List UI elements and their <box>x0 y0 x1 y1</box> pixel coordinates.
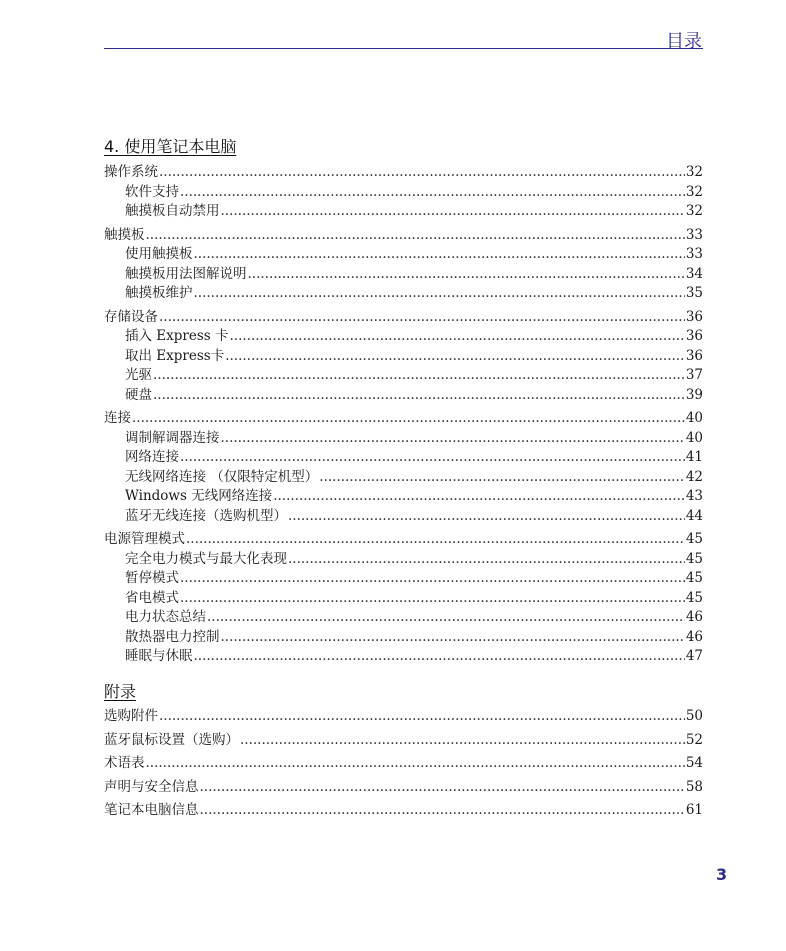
appendix-title: 附录 <box>104 682 137 701</box>
toc-entry[interactable]: 蓝牙鼠标设置（选购） ..... 52 <box>104 729 703 753</box>
toc-subentry[interactable]: 插入 Express 卡 ..... 36 <box>104 327 703 347</box>
toc-subentry[interactable]: 蓝牙无线连接（选购机型） ..... 44 <box>104 507 703 527</box>
toc-entry[interactable]: 笔记本电脑信息 ..... 61 <box>104 799 703 823</box>
toc-subentry[interactable]: 取出 Express卡 ..... 36 <box>104 347 703 367</box>
toc-subentry[interactable]: 硬盘 ..... 39 <box>104 386 703 406</box>
toc-subentry[interactable]: 暂停模式 ..... 45 <box>104 569 703 589</box>
toc-entry[interactable]: 触摸板 ..... 33 <box>104 226 703 246</box>
toc-subentry[interactable]: 触摸板用法图解说明 ..... 34 <box>104 265 703 285</box>
toc-entry[interactable]: 术语表 ..... 54 <box>104 752 703 776</box>
toc-subentry[interactable]: 省电模式 ..... 45 <box>104 589 703 609</box>
toc-subentry[interactable]: 触摸板自动禁用 ..... 32 <box>104 202 703 222</box>
toc-subentry[interactable]: Windows 无线网络连接 ..... 43 <box>104 487 703 507</box>
toc-entry[interactable]: 存储设备 ..... 36 <box>104 308 703 328</box>
toc-subentry[interactable]: 软件支持 ..... 32 <box>104 183 703 203</box>
toc-subentry[interactable]: 调制解调器连接 ..... 40 <box>104 429 703 449</box>
toc-subentry[interactable]: 网络连接 ..... 41 <box>104 448 703 468</box>
page-number: 3 <box>716 865 728 884</box>
appendix-toc <box>104 705 703 823</box>
toc-subentry[interactable]: 使用触摸板 ..... 33 <box>104 245 703 265</box>
toc-entry[interactable]: 声明与安全信息 ..... 58 <box>104 776 703 800</box>
chapter-title: 4. 使用笔记本电脑 <box>104 137 237 156</box>
toc-subentry[interactable]: 完全电力模式与最大化表现 ..... 45 <box>104 550 703 570</box>
toc-subentry[interactable]: 睡眠与休眠 ..... 47 <box>104 647 703 667</box>
toc-entry[interactable]: 操作系统 ..... 32 <box>104 163 703 183</box>
chapter-toc <box>104 163 703 667</box>
toc-subentry[interactable]: 无线网络连接 （仅限特定机型） ..... 42 <box>104 468 703 488</box>
header-divider <box>104 48 703 49</box>
toc-subentry[interactable]: 散热器电力控制 ..... 46 <box>104 628 703 648</box>
toc-entry[interactable]: 电源管理模式 ..... 45 <box>104 530 703 550</box>
toc-entry[interactable]: 选购附件 ..... 50 <box>104 705 703 729</box>
toc-entry[interactable]: 连接 ..... 40 <box>104 409 703 429</box>
header-title: 目录 <box>666 31 702 52</box>
toc-subentry[interactable]: 触摸板维护 ..... 35 <box>104 284 703 304</box>
toc-subentry[interactable]: 光驱 ..... 37 <box>104 366 703 386</box>
toc-subentry[interactable]: 电力状态总结 ..... 46 <box>104 608 703 628</box>
